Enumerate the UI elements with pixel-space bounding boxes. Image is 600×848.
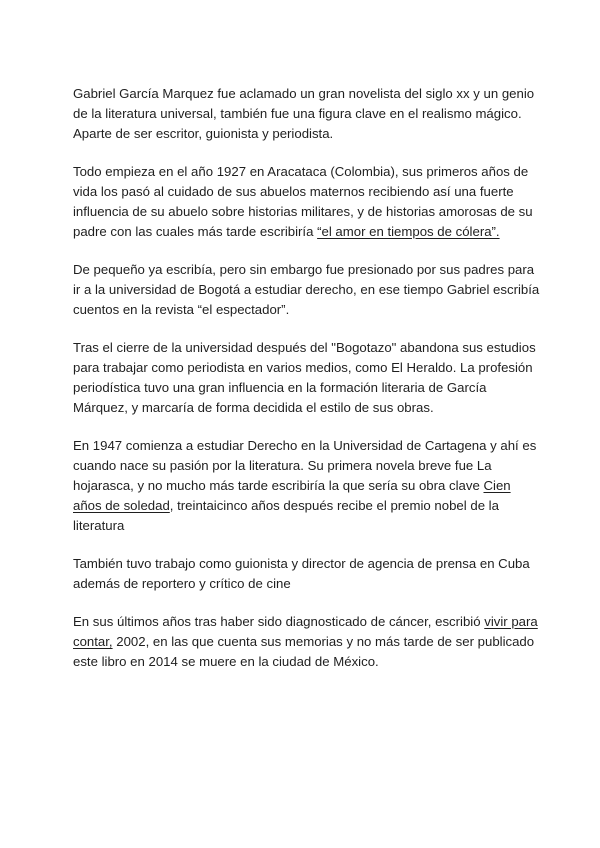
paragraph-text: Todo empieza en el año 1927 en Aracataca (Colombia), sus primeros años de vida los pasó al cuidado de sus abuelos maternos recibiendo así una fuerte influencia de su abuelo sobre historias militares, y de historias amorosas de su padre con las cuales más tarde escribiría [73,164,533,239]
paragraph-journalism [73,338,540,418]
paragraph-university [73,436,540,536]
paragraph-text: En sus últimos años tras haber sido diagnosticado de cáncer, escribió [73,614,485,629]
paragraph-cuba [73,554,540,594]
paragraph-text: De pequeño ya escribía, pero sin embargo fue presionado por sus padres para ir a la universidad de Bogotá a estudiar derecho, en ese tiempo Gabriel escribía cuentos en la revista “el espectador”. [73,262,540,317]
paragraph-text: Gabriel García Marquez fue aclamado un gran novelista del siglo xx y un genio de la literatura universal, también fue una figura clave en el realismo mágico. Aparte de ser escritor, guionista y periodista. [73,86,535,141]
book-title-link[interactable]: “el amor en tiempos de cólera”. [317,224,500,239]
paragraph-text: , treintaicinco años después recibe el premio nobel de la literatura [73,498,499,533]
book-title-link[interactable]: vivir para contar, [73,614,538,649]
paragraph-text: Tras el cierre de la universidad después del "Bogotazo" abandona sus estudios para trabajar como periodista en varios medios, como El Heraldo. La profesión periodística tuvo una gran influencia en la formación literaria de García Márquez, y marcaría de forma decidida el estilo de sus obras. [73,340,536,415]
paragraph-last-years [73,612,540,672]
paragraph-intro [73,84,540,144]
paragraph-youth [73,260,540,320]
paragraph-text: En 1947 comienza a estudiar Derecho en la Universidad de Cartagena y ahí es cuando nace su pasión por la literatura. Su primera novela breve fue La hojarasca, y no mucho más tarde escribiría la que sería su obra clave [73,438,537,493]
paragraph-text: También tuvo trabajo como guionista y director de agencia de prensa en Cuba además de reportero y crítico de cine [73,556,530,591]
paragraph-text: 2002, en las que cuenta sus memorias y no más tarde de ser publicado este libro en 2014 se muere en la ciudad de México. [73,634,535,669]
book-title-link[interactable]: Cien años de soledad [73,478,511,513]
paragraph-childhood [73,162,540,242]
